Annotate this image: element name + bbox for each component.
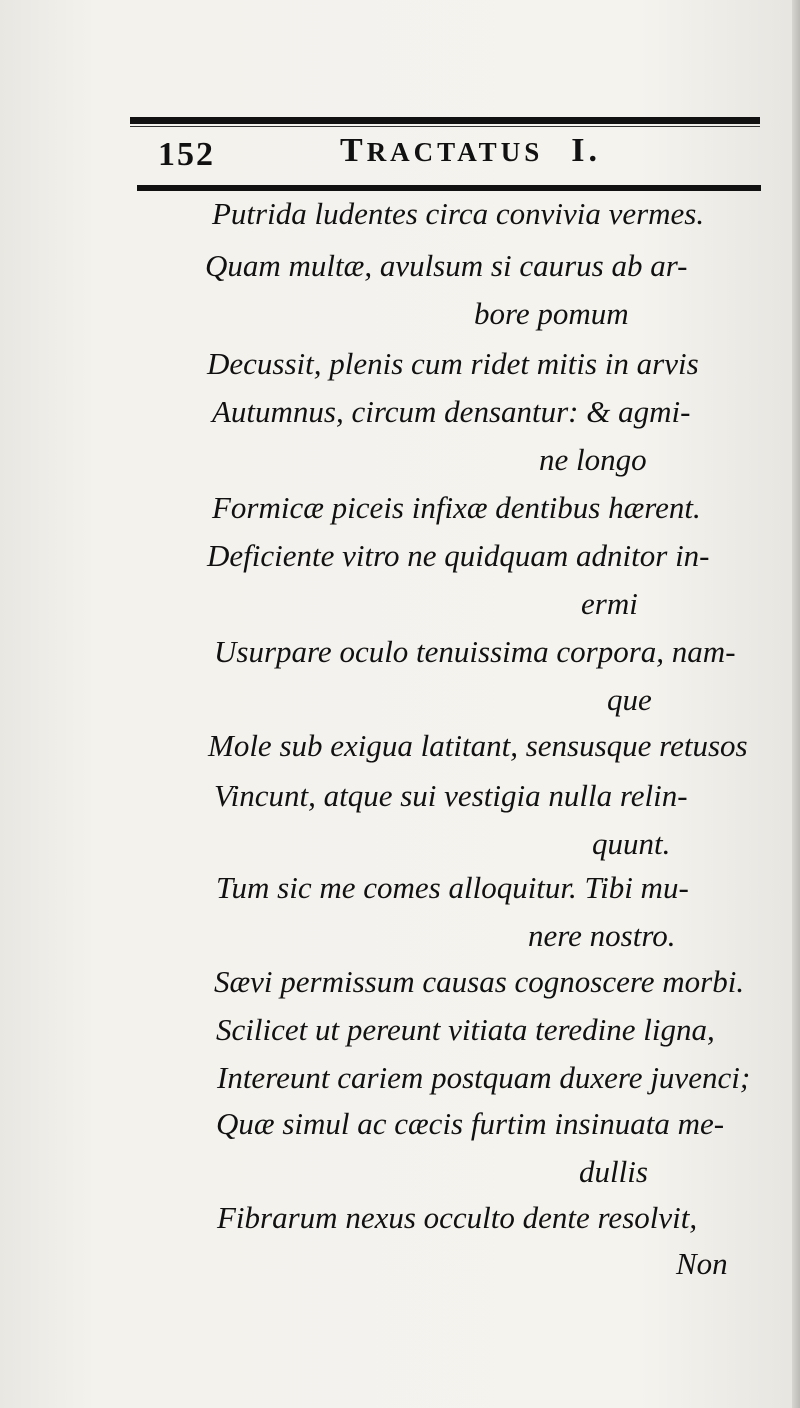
header-rule-thin bbox=[130, 126, 760, 127]
verse-line: Decussit, plenis cum ridet mitis in arvis bbox=[207, 346, 699, 381]
header-rule-top bbox=[130, 117, 760, 124]
verse-line-continuation: ermi bbox=[581, 586, 638, 621]
page-number: 152 bbox=[158, 136, 215, 173]
verse-line: Quæ simul ac cæcis furtim insinuata me- bbox=[216, 1106, 725, 1141]
verse-line: Sævi permissum causas cognoscere morbi. bbox=[214, 964, 745, 999]
running-head-numeral: I. bbox=[571, 132, 601, 169]
catchword: Non bbox=[676, 1246, 728, 1281]
running-head-smallcaps: RACTATUS bbox=[366, 137, 544, 167]
running-head-initial: T bbox=[340, 132, 367, 169]
verse-line-continuation: que bbox=[607, 682, 652, 717]
verse-line: Putrida ludentes circa convivia vermes. bbox=[212, 196, 705, 231]
verse-line-continuation: dullis bbox=[579, 1154, 648, 1189]
verse-line: Fibrarum nexus occulto dente resolvit, bbox=[217, 1200, 698, 1235]
page-edge bbox=[792, 0, 800, 1408]
verse-line-continuation: nere nostro. bbox=[528, 918, 676, 953]
verse-line: Scilicet ut pereunt vitiata teredine ligna, bbox=[216, 1012, 715, 1047]
verse-line-continuation: quunt. bbox=[592, 826, 671, 861]
verse-line: Usurpare oculo tenuissima corpora, nam- bbox=[214, 634, 736, 669]
verse-line: Deficiente vitro ne quidquam adnitor in- bbox=[207, 538, 710, 573]
verse-line: Quam multæ, avulsum si caurus ab ar- bbox=[205, 248, 688, 283]
verse-line: Autumnus, circum densantur: & agmi- bbox=[212, 394, 691, 429]
verse-line-continuation: bore pomum bbox=[474, 296, 629, 331]
verse-line: Intereunt cariem postquam duxere juvenci; bbox=[217, 1060, 751, 1095]
verse-line: Mole sub exigua latitant, sensusque retusos bbox=[208, 728, 748, 763]
verse-line: Formicæ piceis infixæ dentibus hærent. bbox=[212, 490, 701, 525]
running-head bbox=[340, 132, 601, 170]
verse-line: Tum sic me comes alloquitur. Tibi mu- bbox=[216, 870, 689, 905]
verse-line-continuation: ne longo bbox=[539, 442, 647, 477]
verse-line: Vincunt, atque sui vestigia nulla relin- bbox=[214, 778, 688, 813]
header-rule-bottom bbox=[137, 185, 761, 191]
